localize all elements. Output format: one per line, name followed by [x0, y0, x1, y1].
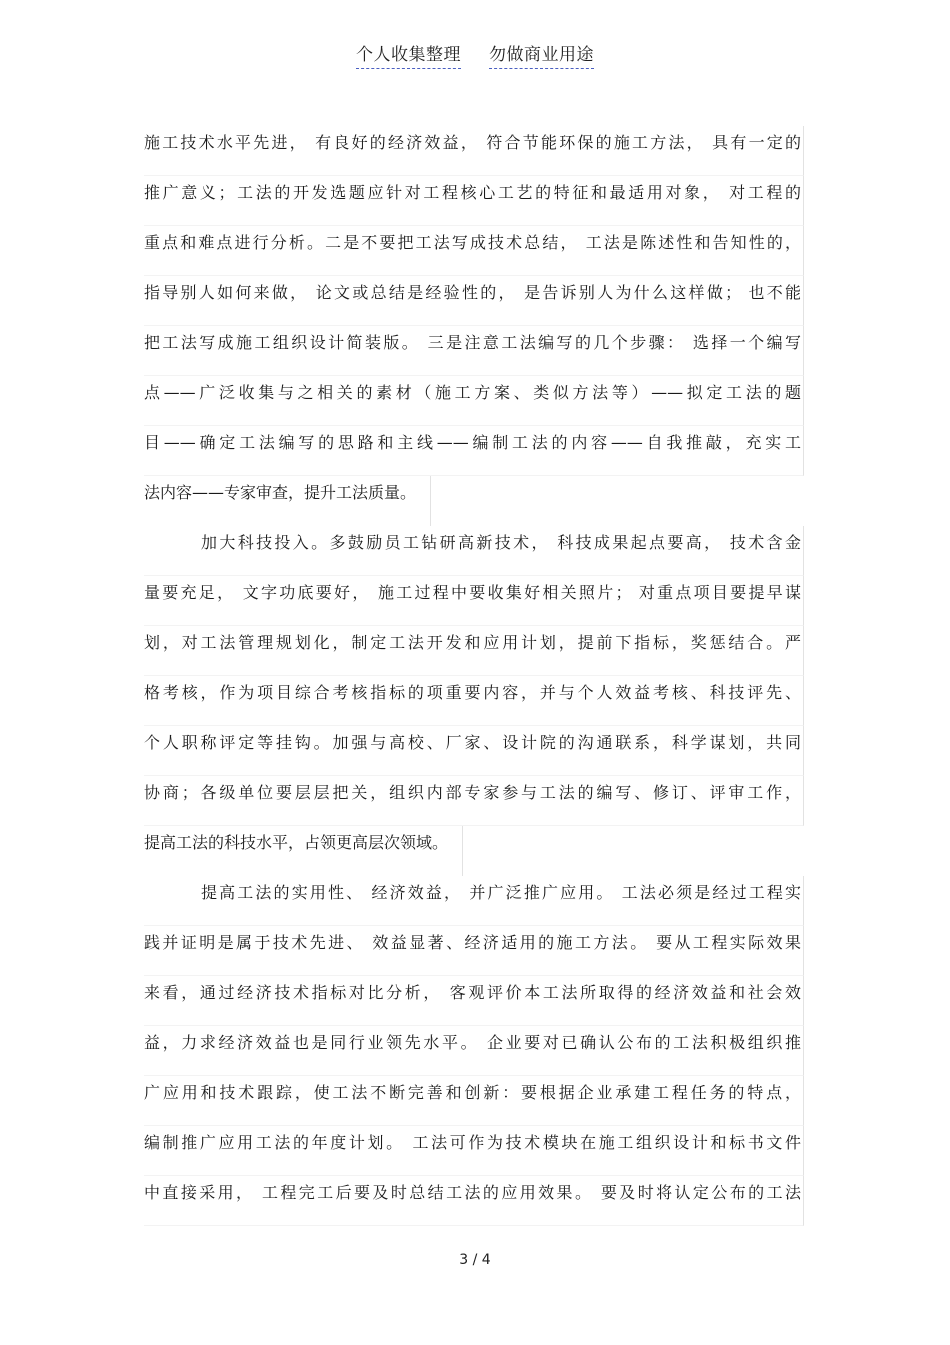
text-line: 来看，通过经济技术指标对比分析， 客观评价本工法所取得的经济效益和社会效	[144, 976, 804, 1026]
header-gap	[461, 57, 489, 60]
text-line: 目——确定工法编写的思路和主线——编制工法的内容——自我推敲，充实工	[144, 426, 804, 476]
text-line-paragraph-end: 提高工法的科技水平，占领更高层次领域。	[144, 826, 463, 876]
page-header	[0, 40, 950, 65]
page-number: 3 / 4	[459, 1252, 491, 1268]
text-line: 重点和难点进行分析。二是不要把工法写成技术总结， 工法是陈述性和告知性的，	[144, 226, 804, 276]
text-line: 编制推广应用工法的年度计划。 工法可作为技术模块在施工组织设计和标书文件	[144, 1126, 804, 1176]
text-line: 广应用和技术跟踪，使工法不断完善和创新：要根据企业承建工程任务的特点，	[144, 1076, 804, 1126]
text-line: 益，力求经济效益也是同行业领先水平。 企业要对已确认公布的工法积极组织推	[144, 1026, 804, 1076]
text-line: 协商；各级单位要层层把关，组织内部专家参与工法的编写、修订、评审工作，	[144, 776, 804, 826]
text-line: 格考核，作为项目综合考核指标的项重要内容，并与个人效益考核、科技评先、	[144, 676, 804, 726]
text-line: 施工技术水平先进， 有良好的经济效益， 符合节能环保的施工方法， 具有一定的	[144, 126, 804, 176]
text-line-paragraph-start: 加大科技投入。多鼓励员工钻研高新技术， 科技成果起点要高， 技术含金	[144, 526, 804, 576]
header-left-text: 个人收集整理	[356, 45, 461, 69]
text-line-paragraph-start: 提高工法的实用性、 经济效益， 并广泛推广应用。 工法必须是经过工程实	[144, 876, 804, 926]
text-line: 把工法写成施工组织设计简装版。 三是注意工法编写的几个步骤： 选择一个编写	[144, 326, 804, 376]
text-line: 推广意义；工法的开发选题应针对工程核心工艺的特征和最适用对象， 对工程的	[144, 176, 804, 226]
paragraph-end-wrap	[144, 826, 804, 876]
document-body	[144, 126, 804, 1226]
text-line: 中直接采用， 工程完工后要及时总结工法的应用效果。 要及时将认定公布的工法	[144, 1176, 804, 1226]
text-line: 指导别人如何来做， 论文或总结是经验性的， 是告诉别人为什么这样做； 也不能	[144, 276, 804, 326]
text-line-paragraph-end: 法内容——专家审查，提升工法质量。	[144, 476, 431, 526]
text-line: 量要充足， 文字功底要好， 施工过程中要收集好相关照片； 对重点项目要提早谋	[144, 576, 804, 626]
text-line: 划，对工法管理规划化，制定工法开发和应用计划，提前下指标，奖惩结合。严	[144, 626, 804, 676]
paragraph-end-wrap	[144, 476, 804, 526]
text-line: 个人职称评定等挂钩。加强与高校、厂家、设计院的沟通联系，科学谋划，共同	[144, 726, 804, 776]
text-line: 践并证明是属于技术先进、 效益显著、经济适用的施工方法。 要从工程实际效果	[144, 926, 804, 976]
header-right-text: 勿做商业用途	[489, 45, 594, 69]
text-line: 点——广泛收集与之相关的素材（施工方案、类似方法等）——拟定工法的题	[144, 376, 804, 426]
